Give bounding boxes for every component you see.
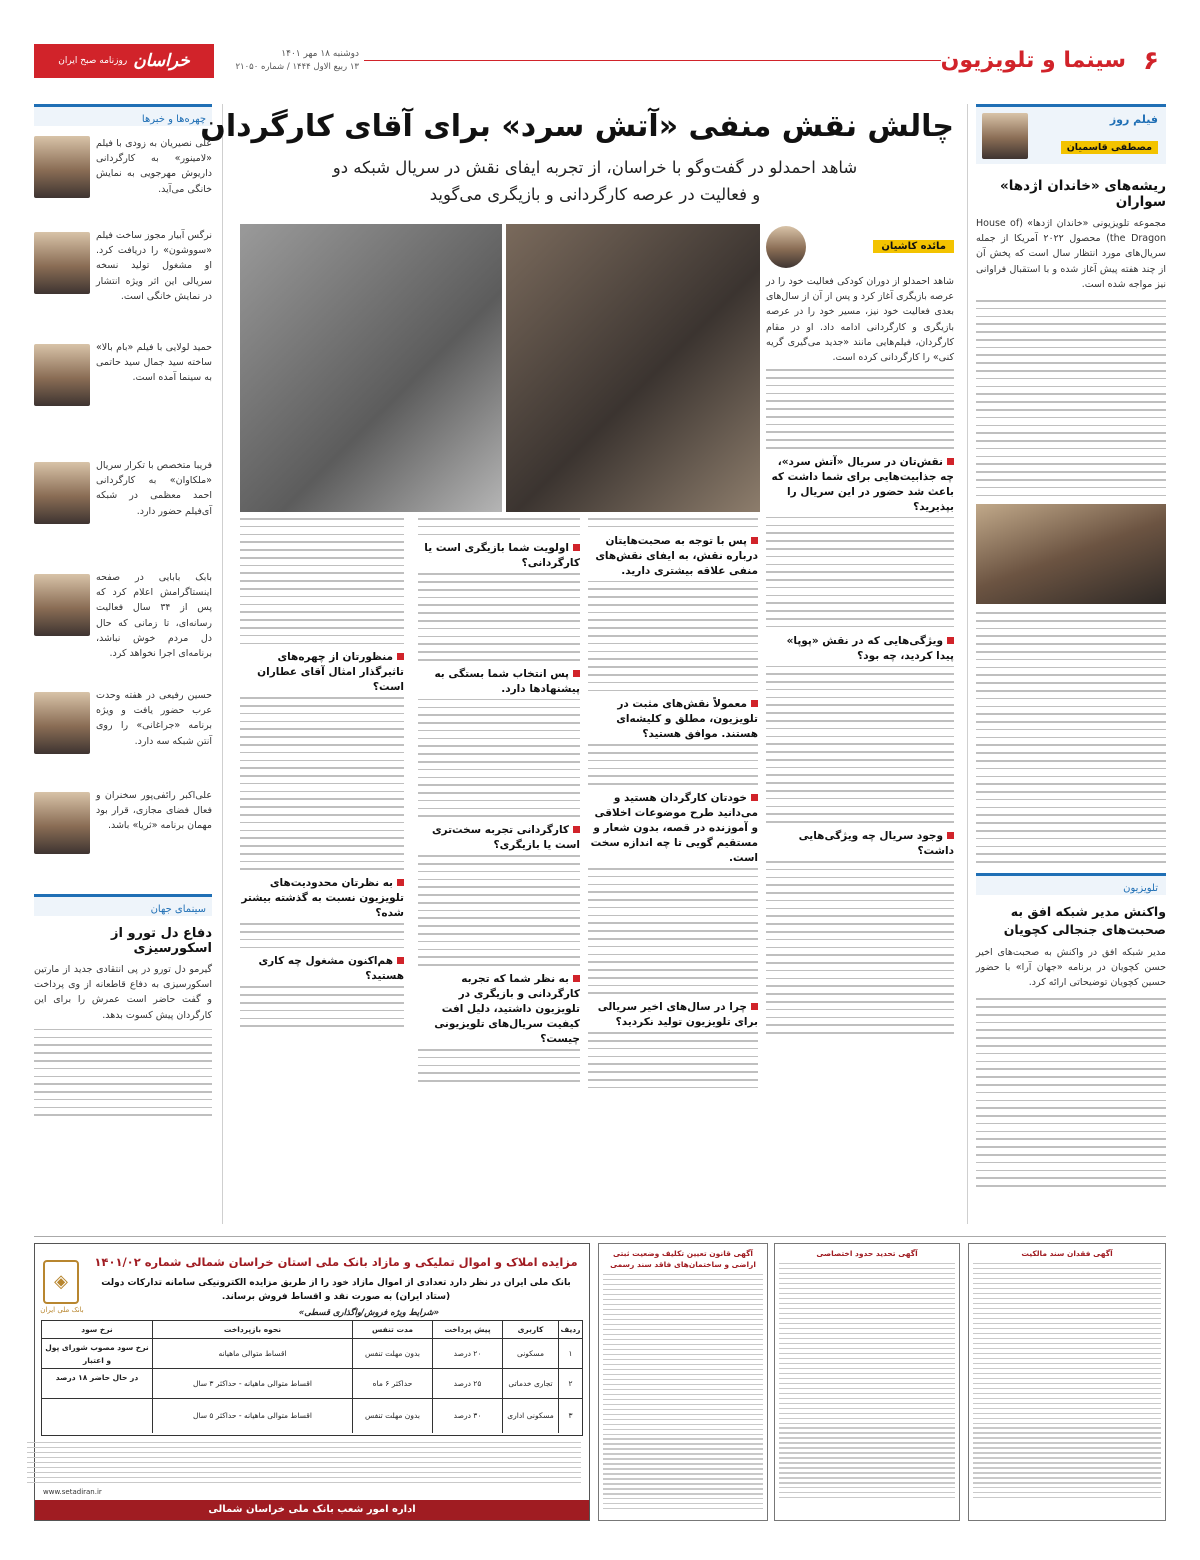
bank-ad-terms <box>27 1442 581 1487</box>
date-line-2: ۱۳ ربیع الاول ۱۴۴۴ / شماره ۲۱۰۵۰ <box>235 62 359 72</box>
news-text: حمید لولایی با فیلم «بام بالا» ساخته سید جمال سید حاتمی به سینما آمده است. <box>96 342 212 384</box>
article-2-text: مدیر شبکه افق در واکنش به صحبت‌های اخیر حسن کچویان در برنامه «جهان آرا» با حضور حسین کچویان توضیحاتی ارائه کرد. <box>976 946 1166 989</box>
rate-value: در حال حاضر ۱۸ درصد <box>55 1373 139 1382</box>
ads-area <box>34 1236 1166 1526</box>
answer-12 <box>240 697 404 870</box>
cell: حداکثر ۶ ماه <box>352 1369 432 1398</box>
news-item <box>34 340 212 458</box>
bank-ad-site: www.setadiran.ir <box>43 1488 102 1496</box>
bank-table <box>41 1320 583 1436</box>
tv-label-bar <box>976 873 1166 895</box>
article-column-4 <box>240 518 404 1033</box>
cell: ۲۰ درصد <box>432 1339 502 1368</box>
news-item <box>34 136 212 228</box>
table-row <box>42 1339 582 1369</box>
question-13-text: به نظرتان محدودیت‌های تلویزیون نسبت به گذشته بیشتر شده؟ <box>241 877 404 920</box>
tv-label: تلویزیون <box>1123 882 1158 894</box>
question-1 <box>766 455 954 515</box>
answer-11 <box>418 1049 580 1082</box>
th-grace: مدت تنفس <box>352 1321 432 1338</box>
columnist-photo <box>982 113 1028 159</box>
th-rate: نرخ سود <box>81 1325 113 1334</box>
section-title: سینما و تلویزیون <box>940 48 1126 73</box>
legal-ad-3-title: آگهی فقدان سند مالکیت <box>1021 1249 1113 1258</box>
cell: مسکونی <box>502 1339 558 1368</box>
question-5 <box>588 697 758 742</box>
main-subtitle-2: و فعالیت در عرصه کارگردانی و بازیگری می‌گوید <box>429 185 761 204</box>
film-roz-box <box>976 104 1166 164</box>
answer-2 <box>766 666 954 823</box>
bank-name: بانک ملی ایران <box>40 1306 84 1314</box>
world-cinema-label: سینمای جهان <box>150 904 206 915</box>
intro-column <box>766 226 954 1040</box>
world-title: دفاع دل تورو از اسکورسیزی <box>110 926 212 956</box>
world-body <box>34 1029 212 1116</box>
table-row <box>42 1369 582 1399</box>
cell: بدون مهلت تنفس <box>352 1339 432 1368</box>
question-3-text: وجود سریال چه ویژگی‌هایی داشت؟ <box>798 829 954 857</box>
rate-cell <box>42 1339 152 1368</box>
th-row-num: ردیف <box>558 1321 582 1338</box>
news-text: فریبا متخصص با تکرار سریال «ملکاوان» به کارگردانی احمد معظمی در شبکه آی‌فیلم حضور دارد. <box>96 460 212 517</box>
legal-ad-3 <box>968 1243 1166 1521</box>
legal-ad-2 <box>774 1243 960 1521</box>
question-2-text: ویژگی‌هایی که در نقش «پوپا» پیدا کردید، چه بود؟ <box>786 634 954 662</box>
cell: ۲۵ درصد <box>432 1369 502 1398</box>
question-4-text: پس با توجه به صحبت‌هایتان درباره نقش، به ایفای نقش‌های منفی علاقه بیشتری دارید. <box>595 534 758 577</box>
news-photo <box>34 462 90 524</box>
bank-ad-sub: بانک ملی ایران در نظر دارد تعدادی از اموال مازاد خود را از طریق مزایده الکترونیکی سامانه تدارکات دولت (ستاد ایران) به صورت نقد و اقساط فروش برساند. <box>101 1278 571 1302</box>
cell: بدون مهلت تنفس <box>352 1399 432 1433</box>
left-column <box>34 104 212 1224</box>
question-11-text: به نظر شما که تجربه کارگردانی و بازیگری در تلویزیون داشتید، دلیل افت کیفیت سریال‌های تلویزیونی چیست؟ <box>434 972 580 1045</box>
legal-ad-3-body <box>973 1263 1161 1498</box>
bank-logo: ◈ <box>43 1260 79 1304</box>
question-11 <box>418 972 580 1047</box>
question-4 <box>588 534 758 579</box>
article-2-body <box>976 998 1166 1186</box>
question-10-text: کارگردانی تجربه سخت‌تری است یا بازیگری؟ <box>431 824 580 852</box>
th-payment: نحوه بازپرداخت <box>152 1321 352 1338</box>
question-9 <box>418 667 580 697</box>
right-column <box>976 104 1166 1224</box>
col2-body <box>588 518 758 527</box>
film-roz-label: فیلم روز <box>1109 113 1158 126</box>
news-text: حسین رفیعی در هفته وحدت عرب حضور یافت و ویژه برنامه «جراغانی» را روی آنتن شبکه سه دارد. <box>96 690 212 747</box>
cell: اقساط متوالی ماهیانه <box>152 1339 352 1368</box>
answer-13 <box>240 923 404 948</box>
main-title: چالش نقش منفی «آتش سرد» برای آقای کارگردان <box>200 109 954 144</box>
question-7-text: چرا در سال‌های اخیر سریالی برای تلویزیون تولید نکردید؟ <box>597 1001 758 1029</box>
col4-body <box>240 518 404 644</box>
article-1-body-2 <box>976 612 1166 863</box>
article-1-title: ریشه‌های «خاندان اژدها» سواران <box>1000 178 1166 210</box>
question-5-text: معمولاً نقش‌های مثبت در تلویزیون، مطلق و کلیشه‌ای هستند. موافق هستید؟ <box>616 698 758 741</box>
date-block <box>229 48 359 74</box>
answer-4 <box>588 581 758 692</box>
question-13 <box>240 876 404 921</box>
news-item <box>34 570 212 688</box>
column-rule <box>967 104 968 1224</box>
th-prepay: پیش پرداخت <box>432 1321 502 1338</box>
question-2 <box>766 634 954 664</box>
cell: ۳ <box>558 1399 582 1433</box>
question-8-text: اولویت شما بازیگری است یا کارگردانی؟ <box>424 542 580 570</box>
world-cinema-bar <box>34 894 212 916</box>
question-14-text: هم‌اکنون مشغول چه کاری هستید؟ <box>258 955 404 983</box>
logo-sub: روزنامه صبح ایران <box>58 56 128 66</box>
rate-text: نرخ سود مصوب شورای پول و اعتبار <box>45 1343 149 1365</box>
col3-body <box>418 518 580 535</box>
answer-5 <box>588 744 758 785</box>
th-usage: کاربری <box>502 1321 558 1338</box>
article-1-text: مجموعه تلویزیونی «خاندان اژدها» (House of the Dragon) محصول ۲۰۲۲ آمریکا از جمله سریال‌های مورد انتظار سال است که پخش آن از چند هفته پیش آغاز شده و با استقبال فراوانی نیز مواجه شده است. <box>976 218 1166 290</box>
question-9-text: پس انتخاب شما بستگی به پیشنهادها دارد. <box>434 667 580 695</box>
news-item <box>34 688 212 788</box>
intro-body <box>766 369 954 448</box>
answer-1 <box>766 517 954 628</box>
cell: تجاری خدماتی <box>502 1369 558 1398</box>
question-12 <box>240 650 404 695</box>
answer-14 <box>240 986 404 1027</box>
actor-photo-1 <box>506 224 760 512</box>
columnist-name: مصطفی قاسمیان <box>1061 141 1158 154</box>
logo-name: خراسان <box>133 51 190 71</box>
answer-3 <box>766 861 954 1034</box>
news-photo <box>34 136 90 198</box>
newspaper-logo <box>34 44 214 78</box>
column-rule <box>222 104 223 1224</box>
article-2-title: واکنش مدیر شبکه افق به صحبت‌های جنجالی کچویان <box>1003 903 1166 937</box>
cell: اقساط متوالی ماهیانه - حداکثر ۳ سال <box>152 1369 352 1398</box>
news-photo <box>34 344 90 406</box>
world-text: گیرمو دل تورو در پی انتقادی جدید از مارتین اسکورسیزی به دفاع قاطعانه از وی پرداخت و گفت حاضر است عمرش را برای این کارگردان پیش کسوت بدهد. <box>34 964 212 1021</box>
question-1-text: نقش‌تان در سریال «آتش سرد»، چه جذابیت‌هایی برای شما داشت که باعث شد حضور در این سریال را بپذیرید؟ <box>771 455 954 513</box>
news-header <box>34 104 212 126</box>
bank-ad-title: مزایده املاک و اموال تملیکی و مازاد بانک ملی استان خراسان شمالی شماره ۱۴۰۱/۰۲ <box>94 1255 578 1269</box>
question-8 <box>418 541 580 571</box>
news-item <box>34 228 212 340</box>
news-text: علی نصیریان به زودی با فیلم «لامینور» به کارگردانی داریوش مهرجویی به نمایش خانگی می‌آید. <box>96 138 212 195</box>
cell: ۳۰ درصد <box>432 1399 502 1433</box>
legal-ad-1 <box>598 1243 768 1521</box>
news-text: علی‌اکبر رائفی‌پور سخنران و فعال فضای مجازی، قرار بود مهمان برنامه «ثریا» باشد. <box>96 790 212 832</box>
news-item <box>34 458 212 570</box>
question-6 <box>588 791 758 866</box>
question-7 <box>588 1000 758 1030</box>
legal-ad-1-body <box>603 1274 763 1509</box>
article-column-3 <box>418 518 580 1088</box>
page-header <box>34 44 1166 80</box>
main-subtitle-1: شاهد احمدلو در گفت‌وگو با خراسان، از تجربه ایفای نقش در سریال شبکه دو <box>332 158 858 177</box>
bank-ad-footer: اداره امور شعب بانک ملی خراسان شمالی <box>35 1500 589 1520</box>
author-name: مائده کاشیان <box>873 240 954 253</box>
news-photo <box>34 692 90 754</box>
legal-ad-1-title: آگهی قانون تعیین تکلیف وضعیت ثبتی اراضی و ساختمان‌های فاقد سند رسمی <box>610 1249 756 1269</box>
question-3 <box>766 829 954 859</box>
news-text: نرگس آبیار مجوز ساخت فیلم «سووشون» را دریافت کرد. او مشغول تولید نسخه سریالی این اثر ویژه انتشار در نمایش خانگی است. <box>96 230 212 302</box>
date-line-1: دوشنبه ۱۸ مهر ۱۴۰۱ <box>281 49 359 59</box>
header-rule <box>364 60 941 61</box>
news-text: بابک بابایی در صفحه اینستاگرامش اعلام کرد که پس از ۳۴ سال فعالیت رسانه‌ای، تا زمانی که حال دل مردم خوش نباشد، برنامه‌ای اجرا نخواهد کرد. <box>96 572 212 660</box>
page-number: ۶ <box>1143 46 1159 76</box>
cell: اقساط متوالی ماهیانه - حداکثر ۵ سال <box>152 1399 352 1433</box>
cell: مسکونی اداری <box>502 1399 558 1433</box>
answer-8 <box>418 573 580 660</box>
intro-text: شاهد احمدلو از دوران کودکی فعالیت خود را در عرصه بازیگری آغاز کرد و پس از آن از سال‌های بعدی فعالیت خود نیز، مسیر خود را در عرصه بازیگری و کارگردانی ادامه داد. او در مقام کارگردان، فیلم‌هایی مانند «جدید می‌گیری گریه کنی» را کارگردانی کرده است. <box>766 276 954 364</box>
cell: ۱ <box>558 1339 582 1368</box>
answer-6 <box>588 868 758 994</box>
article-column-2 <box>588 518 758 1095</box>
rate-cell <box>42 1369 152 1398</box>
news-photo <box>34 232 90 294</box>
answer-9 <box>418 699 580 817</box>
author-photo <box>766 226 806 268</box>
cell: ۲ <box>558 1369 582 1398</box>
question-6-text: خودتان کارگردان هستید و می‌دانید طرح موضوعات اخلاقی و آموزنده در قصه، بدون شعار و مستقیم گویی تا چه اندازه سخت است. <box>590 791 758 864</box>
news-photo <box>34 574 90 636</box>
table-header <box>42 1321 582 1339</box>
legal-ad-2-body <box>779 1263 955 1498</box>
bank-ad <box>34 1243 590 1521</box>
bank-table-title: «شرایط ویژه فروش/واگذاری قسطی» <box>298 1308 439 1318</box>
question-12-text: منظورتان از چهره‌های تاثیرگذار امثال آقای عطاران است؟ <box>257 651 404 694</box>
actor-photo-2 <box>240 224 502 512</box>
answer-10 <box>418 855 580 966</box>
table-row <box>42 1399 582 1433</box>
news-item <box>34 788 212 888</box>
article-1-body <box>976 300 1166 496</box>
news-photo <box>34 792 90 854</box>
article-1-photo <box>976 504 1166 604</box>
news-section-title: چهره‌ها و خبرها <box>141 114 206 125</box>
question-14 <box>240 954 404 984</box>
legal-ad-2-title: آگهی تحدید حدود اختصاصی <box>816 1249 918 1258</box>
question-10 <box>418 823 580 853</box>
main-article <box>200 104 954 1228</box>
answer-7 <box>588 1032 758 1088</box>
